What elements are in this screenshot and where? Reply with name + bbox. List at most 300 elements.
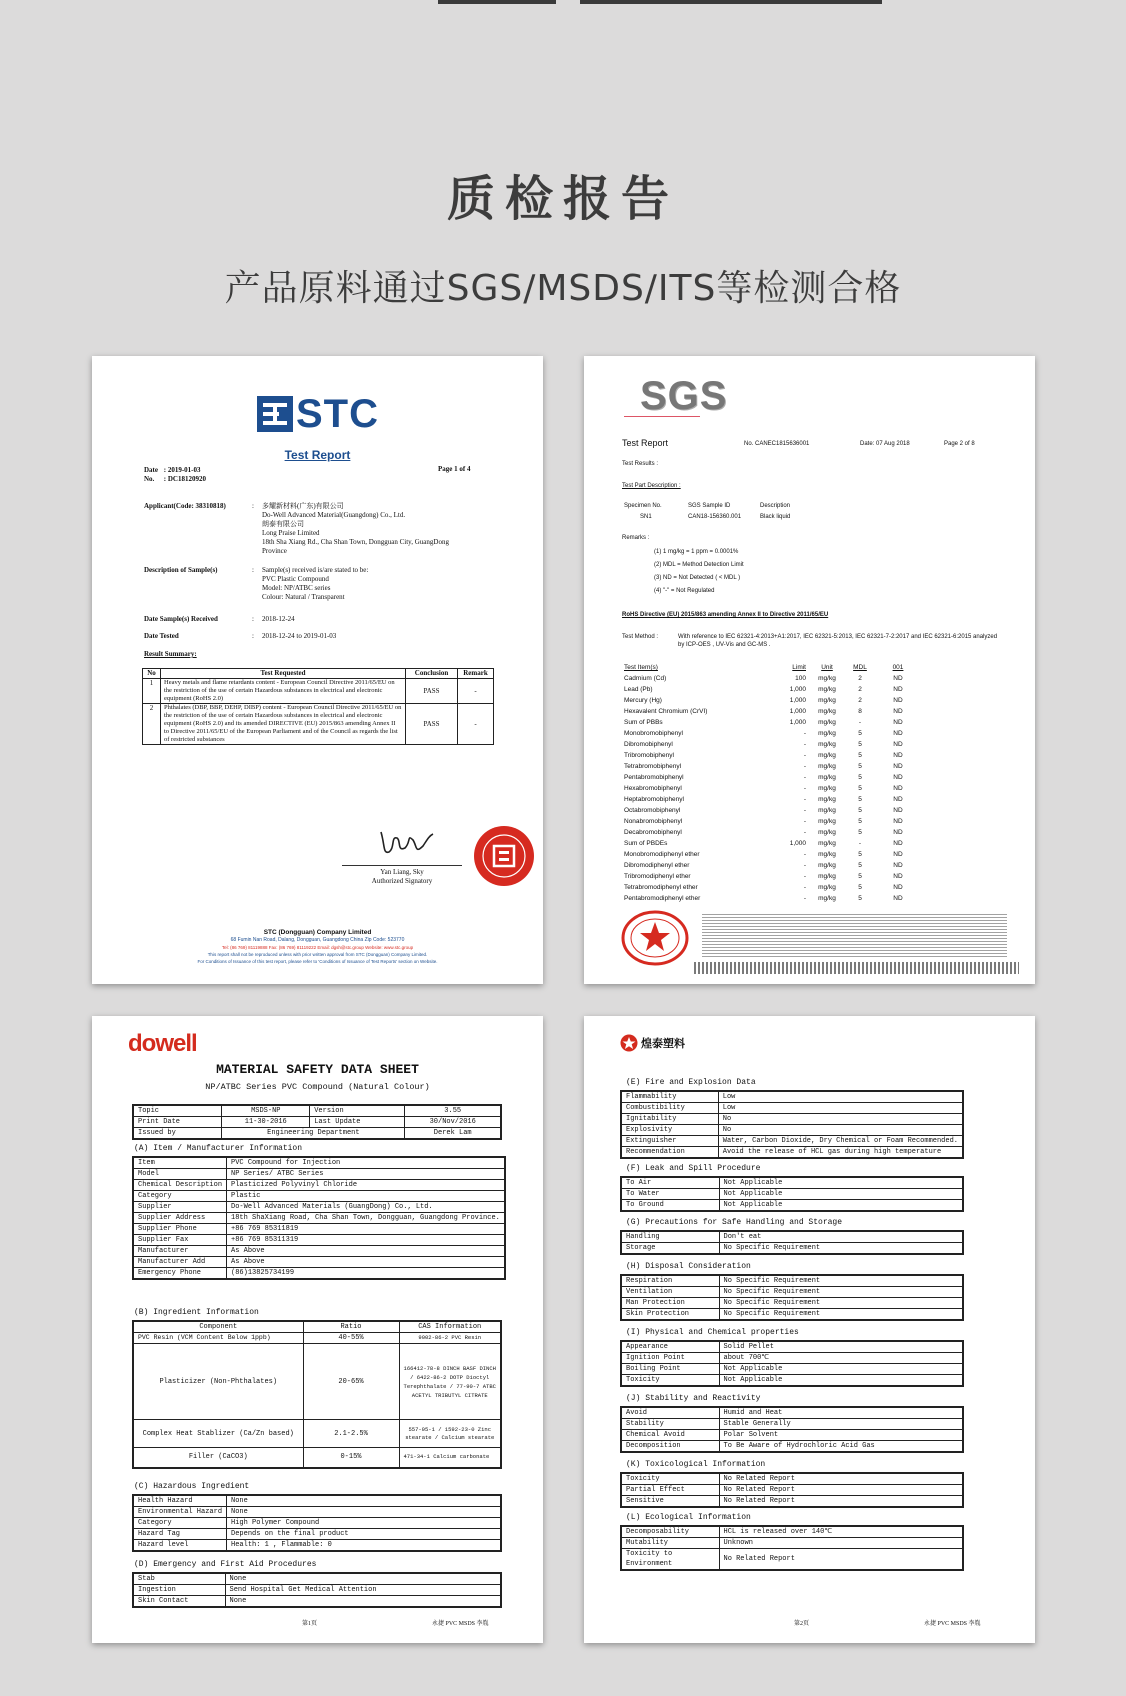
msds-row-label: Supplier Address xyxy=(133,1213,227,1224)
msds2-row-value: No xyxy=(718,1125,963,1136)
company-seal-icon xyxy=(472,824,536,888)
sgs-result-cell: 1,000 xyxy=(789,686,806,693)
msds2-row-label: Toxicity xyxy=(621,1473,719,1485)
msds2-row-label: Toxicity xyxy=(621,1375,719,1387)
msds-footer: 永捷 PVC MSDS 李胤 xyxy=(432,1621,489,1627)
table-row xyxy=(621,1136,963,1147)
stc-th-no: No xyxy=(143,669,161,679)
sgs-result-row xyxy=(622,750,922,761)
sgs-result-cell: ND xyxy=(893,796,903,803)
msds-table-d xyxy=(132,1572,502,1608)
sgs-result-cell: 5 xyxy=(858,873,862,880)
msds2-row-value: No Related Report xyxy=(719,1549,963,1571)
msds-row-value: Plastic xyxy=(227,1191,505,1202)
stc-applicant-label: Applicant(Code: 38310818) xyxy=(144,502,226,510)
table-row xyxy=(621,1125,963,1136)
table-row xyxy=(621,1353,963,1364)
msds2-section-title: (H) Disposal Consideration xyxy=(626,1262,751,1271)
sgs-result-cell: mg/kg xyxy=(818,818,836,825)
msds-b-cell: 2.1-2.5% xyxy=(303,1420,399,1448)
sgs-result-cell: mg/kg xyxy=(818,807,836,814)
stc-no: : DC18120920 xyxy=(163,475,206,483)
msds-row-value: Plasticized Polyvinyl Chloride xyxy=(227,1180,505,1191)
sgs-spec-value: SN1 xyxy=(640,514,652,520)
msds2-row-label: Skin Protection xyxy=(621,1309,719,1321)
sgs-disclaimer xyxy=(702,914,1007,958)
sgs-result-row xyxy=(622,717,922,728)
sgs-result-cell: Hexavalent Chromium (CrVI) xyxy=(624,708,708,715)
msds2-section-title: (G) Precautions for Safe Handling and Storage xyxy=(626,1218,843,1227)
msds-row-label: Health Hazard xyxy=(133,1495,227,1507)
msds2-row-label: Appearance xyxy=(621,1341,719,1353)
sgs-result-cell: ND xyxy=(893,851,903,858)
table-row xyxy=(621,1496,963,1508)
sgs-directive: RoHS Directive (EU) 2015/863 amending Annex II to Directive 2011/65/EU xyxy=(622,612,829,618)
msds-meta-cell: MSDS-NP xyxy=(222,1105,310,1117)
msds2-row-label: Storage xyxy=(621,1243,719,1255)
msds-row-label: Chemical Description xyxy=(133,1180,227,1191)
msds-meta-cell: Engineering Department xyxy=(222,1128,405,1140)
msds-meta-cell: Issued by xyxy=(133,1128,222,1140)
msds2-row-value: Not Applicable xyxy=(719,1177,963,1189)
msds2-row-label: Avoid xyxy=(621,1407,719,1419)
msds-row-label: Category xyxy=(133,1518,227,1529)
sgs-result-row xyxy=(622,794,922,805)
sgs-result-row xyxy=(622,783,922,794)
sgs-result-row xyxy=(622,893,922,904)
sgs-result-cell: ND xyxy=(893,697,903,704)
stc-summary-label: Result Summary: xyxy=(144,650,197,658)
sgs-result-cell: 2 xyxy=(858,675,862,682)
stc-row-no: 2 xyxy=(143,704,161,745)
msds-row-label: Item xyxy=(133,1157,227,1169)
msds-b-cell: 0-15% xyxy=(303,1448,399,1468)
msds-row-label: Manufacturer xyxy=(133,1246,227,1257)
table-row xyxy=(621,1309,963,1321)
msds2-section-table xyxy=(620,1472,964,1508)
sgs-result-row xyxy=(622,695,922,706)
table-row xyxy=(133,1448,501,1468)
sgs-method: With reference to IEC 62321-4:2013+A1:2017, IEC 62321-5:2013, IEC 62321-7-2:2017 and IEC 62321-6:2015 analyzed by ICP-OES , UV-Vis and GC-MS . xyxy=(678,634,998,648)
stc-date: : 2019-01-03 xyxy=(163,466,201,474)
sgs-result-row xyxy=(622,761,922,772)
msds2-row-label: Decomposition xyxy=(621,1441,719,1453)
sgs-result-cell: ND xyxy=(893,752,903,759)
sgs-result-cell: ND xyxy=(893,774,903,781)
sgs-result-cell: mg/kg xyxy=(818,697,836,704)
stc-address: 68 Fumin Nan Road, Dalang, Dongguan, Guangdong China Zip Code: 523770 xyxy=(230,937,405,943)
stc-th-conclusion: Conclusion xyxy=(406,669,458,679)
msds-row-label: Supplier Phone xyxy=(133,1224,227,1235)
msds-row-value: High Polymer Compound xyxy=(227,1518,501,1529)
sgs-result-cell: 5 xyxy=(858,895,862,902)
msds2-section-title: (I) Physical and Chemical properties xyxy=(626,1328,799,1337)
sgs-result-cell: Heptabromobiphenyl xyxy=(624,796,684,803)
msds2-row-value: No Specific Requirement xyxy=(719,1298,963,1309)
top-bar-right xyxy=(580,0,882,4)
table-row xyxy=(621,1231,963,1243)
sgs-th-mdl: MDL xyxy=(853,664,867,671)
msds-row-label: Hazard level xyxy=(133,1540,227,1552)
sgs-result-row xyxy=(622,673,922,684)
sgs-result-cell: - xyxy=(803,895,806,902)
msds2-row-value: No Related Report xyxy=(719,1473,963,1485)
sgs-result-cell: ND xyxy=(893,686,903,693)
stc-row-conclusion: PASS xyxy=(406,679,458,704)
sgs-result-cell: mg/kg xyxy=(818,675,836,682)
sgs-result-cell: mg/kg xyxy=(818,884,836,891)
sgs-result-cell: - xyxy=(803,873,806,880)
sgs-result-cell: - xyxy=(803,796,806,803)
msds-row-label: Emergency Phone xyxy=(133,1268,227,1280)
sgs-result-cell: 100 xyxy=(795,675,806,682)
sgs-result-cell: mg/kg xyxy=(818,763,836,770)
msds2-row-label: To Water xyxy=(621,1189,719,1200)
sgs-result-cell: - xyxy=(803,785,806,792)
sgs-logo: SGS xyxy=(640,374,728,418)
msds-meta-table xyxy=(132,1104,502,1140)
msds2-row-value: No Specific Requirement xyxy=(719,1287,963,1298)
sgs-result-cell: mg/kg xyxy=(818,708,836,715)
msds2-row-value: Polar Solvent xyxy=(719,1430,963,1441)
table-row xyxy=(621,1526,963,1538)
msds-meta-cell: Topic xyxy=(133,1105,222,1117)
msds-row-label: Model xyxy=(133,1169,227,1180)
msds2-row-label: Extinguisher xyxy=(621,1136,718,1147)
msds2-section-title: (E) Fire and Explosion Data xyxy=(626,1078,756,1087)
sgs-result-cell: ND xyxy=(893,785,903,792)
stc-row-test: Phthalates (DBP, BBP, DEHP, DIBP) content - European Council Directive 2011/65/EU on the restriction of the use of certain Hazardous substances in electrical and electronic equipment (RoHS 2.0) and its amended DIRECTIVE (EU) 2015/863 amending Annex II to Directive 2011/65/EU of the European Parliament and of the Council as regards the list of restricted substances xyxy=(161,704,406,745)
table-row xyxy=(133,1117,501,1128)
sgs-result-cell: Cadmium (Cd) xyxy=(624,675,667,682)
sgs-remark-line: (3) ND = Not Detected ( < MDL ) xyxy=(654,575,741,581)
table-row xyxy=(133,1128,501,1140)
stc-desc-line: Sample(s) received is/are stated to be: xyxy=(262,566,369,574)
msds2-row-label: Ventilation xyxy=(621,1287,719,1298)
stc-signature-name: Yan Liang, Sky xyxy=(380,868,424,876)
stc-footer1: This report shall not be reproduced unless with prior written approval from STC (Dongguan) Company Limited. xyxy=(207,952,428,957)
sgs-spec-value: CAN18-156360.001 xyxy=(688,514,742,520)
msds-b-cell: Filler (CaCO3) xyxy=(133,1448,303,1468)
msds2-row-value: To Be Aware of Hydrochloric Acid Gas xyxy=(719,1441,963,1453)
msds-row-label: Ingestion xyxy=(133,1585,225,1596)
sgs-result-row xyxy=(622,816,922,827)
table-row xyxy=(133,1495,501,1507)
sgs-result-cell: Mercury (Hg) xyxy=(624,697,662,704)
msds-b-header: CAS Information xyxy=(399,1321,501,1333)
table-row xyxy=(133,1224,505,1235)
sgs-result-cell: mg/kg xyxy=(818,774,836,781)
sgs-result-cell: Pentabromobiphenyl xyxy=(624,774,684,781)
stc-desc xyxy=(262,566,368,602)
msds2-row-label: Explosivity xyxy=(621,1125,718,1136)
stc-footer2: For Conditions of Issuance of this test report, please refer to 'Conditions of Issuance of Test Reports' section on Website. xyxy=(197,959,438,964)
table-row xyxy=(621,1243,963,1255)
msds2-row-label: Mutability xyxy=(621,1538,719,1549)
msds2-section-title: (J) Stability and Reactivity xyxy=(626,1394,761,1403)
table-row xyxy=(133,1344,501,1420)
table-row xyxy=(133,1246,505,1257)
msds2-row-label: Handling xyxy=(621,1231,719,1243)
msds-meta-cell: 30/Nov/2016 xyxy=(405,1117,501,1128)
sgs-result-cell: Octabromobiphenyl xyxy=(624,807,681,814)
msds-page-number: 第1页 xyxy=(302,1621,318,1627)
msds-row-label: Supplier Fax xyxy=(133,1235,227,1246)
table-row xyxy=(621,1189,963,1200)
msds2-section-title: (K) Toxicological Information xyxy=(626,1460,766,1469)
msds-title: MATERIAL SAFETY DATA SHEET xyxy=(216,1062,419,1077)
table-row xyxy=(133,1169,505,1180)
msds-b-cell: Complex Heat Stablizer (Ca/Zn based) xyxy=(133,1420,303,1448)
stc-th-remark: Remark xyxy=(458,669,494,679)
sgs-result-cell: 2 xyxy=(858,697,862,704)
msds2-footer: 永捷 PVC MSDS 李胤 xyxy=(924,1621,981,1627)
sgs-report-card[interactable] xyxy=(584,356,1035,984)
huangtai-emblem-icon xyxy=(620,1034,638,1052)
msds2-row-value: Humid and Heat xyxy=(719,1407,963,1419)
sgs-result-cell: - xyxy=(803,741,806,748)
msds2-row-value: Low xyxy=(718,1103,963,1114)
sgs-result-cell: mg/kg xyxy=(818,851,836,858)
sgs-result-cell: 5 xyxy=(858,763,862,770)
sgs-result-cell: mg/kg xyxy=(818,829,836,836)
stc-report-card[interactable]: STC Test Report Date : 2019-01-03 No. : DC18120920 Page 1 of 4 Applicant(Code: 38310818) : 多耀新材料(广东)有限公司 Do-Well Advanced Material(Guangdong) Co., Ltd. 朗泰有限公司 Long Praise Limited 18th Sha Xiang Rd., Cha Shan Town, Dongguan City, GuangDong Province Description of Sample(s) : Sample(s) received is/are stated to be: PVC Plastic Compound Model: NP/ATBC series Colour: Natural / Transparent Date Sample(s) Received : 2018-12-24 Date Tested : 2018-12-24 to 2019-01-03 Result Summary: No Test Requested Conclusion Remark 1 Heavy metals and flame retardants content - European Council Directive 2011/65/EU on the restriction of the use of certain Hazardous substances in electrical and electronic equipment (RoHS 2.0) PASS - 2 Phthalates (DBP, BBP, DEHP, DIBP) content - European Council Directive 2011/65/EU on the restriction of the use of certain Hazardous substances in electrical and electronic equipment (RoHS 2.0) and its amended DIRECTIVE (EU) 2015/863 amending Annex II to Directive 2011/65/EU of the European Parliament and of the Council as regards the list of restricted substances PASS - Yan Liang, Sky Authorized Signatory STC (Dongguan) Company Limited 68 Fumin Nan Road, Dalang, Dongguan, Guangdong China Zip Code: 523770 Tel: (86 769) 81119888 Fax: (86 769) 81119222 Email: dgsh@stc.group Website: www.stc.group This report shall not be reproduced unless with prior written approval from STC (Dongguan) Company Limited. For Conditions of Issuance of this test report, please refer to 'Conditions of Issuance of Test Reports' section on Website. xyxy=(92,356,543,984)
table-row xyxy=(133,1235,505,1246)
msds-section-c: (C) Hazardous Ingredient xyxy=(134,1482,250,1491)
sgs-result-cell: - xyxy=(803,851,806,858)
msds-row-label: Hazard Tag xyxy=(133,1529,227,1540)
sgs-th-limit: Limit xyxy=(792,664,806,671)
sgs-results-table xyxy=(622,662,922,904)
sgs-result-cell: Tetrabromodiphenyl ether xyxy=(624,884,698,891)
msds2-row-label: Toxicity to Environment xyxy=(621,1549,719,1571)
sgs-result-cell: ND xyxy=(893,829,903,836)
stc-desc-line: Colour: Natural / Transparent xyxy=(262,593,345,601)
sgs-result-cell: 5 xyxy=(858,851,862,858)
stc-row-remark: - xyxy=(458,704,494,745)
stc-row-conclusion: PASS xyxy=(406,704,458,745)
sgs-result-cell: Monobromodiphenyl ether xyxy=(624,851,700,858)
stc-applicant xyxy=(262,502,502,556)
table-row xyxy=(133,1257,505,1268)
sgs-result-cell: ND xyxy=(893,675,903,682)
sgs-result-row xyxy=(622,871,922,882)
stc-tested-label: Date Tested xyxy=(144,632,179,640)
sgs-result-cell: - xyxy=(803,884,806,891)
table-row xyxy=(621,1147,963,1159)
sgs-result-row xyxy=(622,849,922,860)
msds2-row-value: Not Applicable xyxy=(719,1189,963,1200)
sgs-result-cell: ND xyxy=(893,708,903,715)
sgs-result-row xyxy=(622,728,922,739)
sgs-result-cell: ND xyxy=(893,862,903,869)
msds2-row-value: Unknown xyxy=(719,1538,963,1549)
sgs-result-cell: - xyxy=(858,719,862,726)
sgs-result-cell: - xyxy=(803,829,806,836)
msds-table-a xyxy=(132,1156,506,1280)
msds-b-cell: 20-65% xyxy=(303,1344,399,1420)
sgs-result-cell: ND xyxy=(893,895,903,902)
msds2-row-value: No Related Report xyxy=(719,1496,963,1508)
msds-meta-cell: Last Update xyxy=(310,1117,405,1128)
msds2-section-table xyxy=(620,1176,964,1212)
sgs-result-row xyxy=(622,772,922,783)
sgs-result-cell: ND xyxy=(893,730,903,737)
handwritten-signature-icon xyxy=(377,826,437,858)
sgs-spec-header: Specimen No. xyxy=(624,503,662,509)
sgs-result-cell: mg/kg xyxy=(818,895,836,902)
table-row xyxy=(133,1507,501,1518)
sgs-seal-icon xyxy=(620,908,690,968)
stc-applicant-line: 18th Sha Xiang Rd., Cha Shan Town, Dongguan City, GuangDong xyxy=(262,538,449,546)
sgs-results-label: Test Results : xyxy=(622,461,659,467)
msds-section-b: (B) Ingredient Information xyxy=(134,1308,259,1317)
sgs-result-cell: Dibromobiphenyl xyxy=(624,741,673,748)
table-row xyxy=(133,1105,501,1117)
sgs-result-row xyxy=(622,838,922,849)
table-row xyxy=(621,1200,963,1212)
table-row xyxy=(143,704,494,745)
stc-desc-label: Description of Sample(s) xyxy=(144,566,218,574)
stc-tested: 2018-12-24 to 2019-01-03 xyxy=(262,632,337,640)
msds-row-value: 18th ShaXiang Road, Cha Shan Town, Dongguan, Guangdong Province. xyxy=(227,1213,505,1224)
table-row xyxy=(621,1430,963,1441)
msds2-row-label: Recommendation xyxy=(621,1147,718,1159)
sgs-result-row xyxy=(622,882,922,893)
msds2-section-table xyxy=(620,1340,964,1387)
stc-logo-text: STC xyxy=(296,391,379,436)
msds-b-cell: 9002-86-2 PVC Resin xyxy=(399,1333,501,1344)
page-title: 质检报告 xyxy=(446,171,679,227)
sgs-result-cell: - xyxy=(803,862,806,869)
stc-contact: Tel: (86 769) 81119888 Fax: (86 769) 81119222 Email: dgsh@stc.group Website: www.stc.group xyxy=(221,945,414,950)
table-row xyxy=(621,1364,963,1375)
table-row xyxy=(133,1333,501,1344)
msds2-section-table xyxy=(620,1525,964,1571)
msds2-row-value: Not Applicable xyxy=(719,1200,963,1212)
msds2-row-value: Water, Carbon Dioxide, Dry Chemical or Foam Recommended. xyxy=(718,1136,963,1147)
msds-row-label: Manufacturer Add xyxy=(133,1257,227,1268)
sgs-result-cell: ND xyxy=(893,719,903,726)
msds2-row-label: To Air xyxy=(621,1177,719,1189)
table-row xyxy=(133,1573,501,1585)
sgs-result-cell: 5 xyxy=(858,829,862,836)
msds2-row-label: Stability xyxy=(621,1419,719,1430)
msds2-row-label: Combustibility xyxy=(621,1103,718,1114)
msds-row-value: NP Series/ ATBC Series xyxy=(227,1169,505,1180)
stc-applicant-line: 朗泰有限公司 xyxy=(262,520,304,528)
sgs-report-date: Date: 07 Aug 2018 xyxy=(860,441,910,447)
sgs-part-desc: Test Part Description : xyxy=(622,483,681,489)
msds-row-value: As Above xyxy=(227,1246,505,1257)
sgs-result-row xyxy=(622,860,922,871)
sgs-result-cell: 5 xyxy=(858,796,862,803)
table-row xyxy=(133,1420,501,1448)
sgs-result-row xyxy=(622,827,922,838)
msds-row-label: Stab xyxy=(133,1573,225,1585)
msds-row-value: Do-Well Advanced Materials (GuangDong) Co., Ltd. xyxy=(227,1202,505,1213)
msds-b-cell: 557-05-1 / 1592-23-0 Zinc stearate / Calcium stearate xyxy=(399,1420,501,1448)
msds-b-cell: 166412-78-8 DINCH BASF DINCH / 6422-86-2 DOTP Dioctyl Terephthalate / 77-90-7 ATBC ACETYL TRIBUTYL CITRATE xyxy=(399,1344,501,1420)
sgs-result-cell: 5 xyxy=(858,884,862,891)
sgs-result-cell: - xyxy=(803,818,806,825)
table-row xyxy=(621,1473,963,1485)
msds-row-value: None xyxy=(225,1573,501,1585)
sgs-result-cell: mg/kg xyxy=(818,730,836,737)
table-row xyxy=(621,1287,963,1298)
sgs-result-cell: Nonabromobiphenyl xyxy=(624,818,683,825)
sgs-result-cell: Tribromodiphenyl ether xyxy=(624,873,691,880)
stc-company: STC (Dongguan) Company Limited xyxy=(263,929,372,936)
msds2-section-table xyxy=(620,1274,964,1321)
msds2-row-value: Low xyxy=(718,1091,963,1103)
stc-received: 2018-12-24 xyxy=(262,615,295,623)
sgs-result-cell: mg/kg xyxy=(818,840,836,847)
msds-meta-cell: 3.55 xyxy=(405,1105,501,1117)
sgs-th-result: 001 xyxy=(892,664,904,671)
msds-row-label: Skin Contact xyxy=(133,1596,225,1608)
msds-row-value: Depends on the final product xyxy=(227,1529,501,1540)
stc-desc-line: PVC Plastic Compound xyxy=(262,575,329,583)
msds-section-a: (A) Item / Manufacturer Information xyxy=(134,1144,303,1153)
msds-page2-card[interactable] xyxy=(584,1016,1035,1643)
msds-b-header: Component xyxy=(133,1321,303,1333)
sgs-report-no: No. CANEC1815636001 xyxy=(744,441,810,447)
msds2-row-label: Ignition Point xyxy=(621,1353,719,1364)
table-row xyxy=(621,1341,963,1353)
table-row xyxy=(133,1596,501,1608)
msds2-row-label: Chemical Avoid xyxy=(621,1430,719,1441)
msds2-section-title: (L) Ecological Information xyxy=(626,1513,751,1522)
msds2-row-label: Boiling Point xyxy=(621,1364,719,1375)
stc-desc-line: Model: NP/ATBC series xyxy=(262,584,331,592)
msds-meta-cell: 11-30-2016 xyxy=(222,1117,310,1128)
msds-b-header: Ratio xyxy=(303,1321,399,1333)
sgs-result-cell: 5 xyxy=(858,785,862,792)
table-row xyxy=(621,1375,963,1387)
sgs-spec-header: SGS Sample ID xyxy=(688,503,731,509)
table-row xyxy=(133,1585,501,1596)
msds-row-label: Supplier xyxy=(133,1202,227,1213)
msds-table-c xyxy=(132,1494,502,1552)
sgs-result-cell: 2 xyxy=(858,686,862,693)
msds-table-b xyxy=(132,1320,502,1469)
table-row xyxy=(621,1419,963,1430)
msds-page1-card[interactable] xyxy=(92,1016,543,1643)
table-row xyxy=(133,1213,505,1224)
sgs-result-cell: - xyxy=(803,730,806,737)
table-row xyxy=(133,1540,501,1552)
sgs-remark-line: (1) 1 mg/kg = 1 ppm = 0.0001% xyxy=(654,549,739,555)
sgs-result-cell: Dibromodiphenyl ether xyxy=(624,862,690,869)
sgs-result-cell: Monobromobiphenyl xyxy=(624,730,683,737)
msds-row-value: PVC Compound for Injection xyxy=(227,1157,505,1169)
table-row xyxy=(133,1321,501,1333)
sgs-result-cell: 5 xyxy=(858,741,862,748)
msds2-row-value: No Specific Requirement xyxy=(719,1243,963,1255)
table-row xyxy=(133,1191,505,1202)
msds2-row-value: Not Applicable xyxy=(719,1375,963,1387)
dowell-logo: dowell xyxy=(128,1030,197,1057)
msds-b-cell: 40-55% xyxy=(303,1333,399,1344)
table-row xyxy=(621,1177,963,1189)
msds2-row-value: HCL is released over 140℃ xyxy=(719,1526,963,1538)
msds-meta-cell: Version xyxy=(310,1105,405,1117)
table-row xyxy=(621,1441,963,1453)
huangtai-logo-text: 煌泰塑料 xyxy=(641,1037,685,1050)
msds2-row-value: Stable Generally xyxy=(719,1419,963,1430)
msds-row-value: Send Hospital Get Medical Attention xyxy=(225,1585,501,1596)
